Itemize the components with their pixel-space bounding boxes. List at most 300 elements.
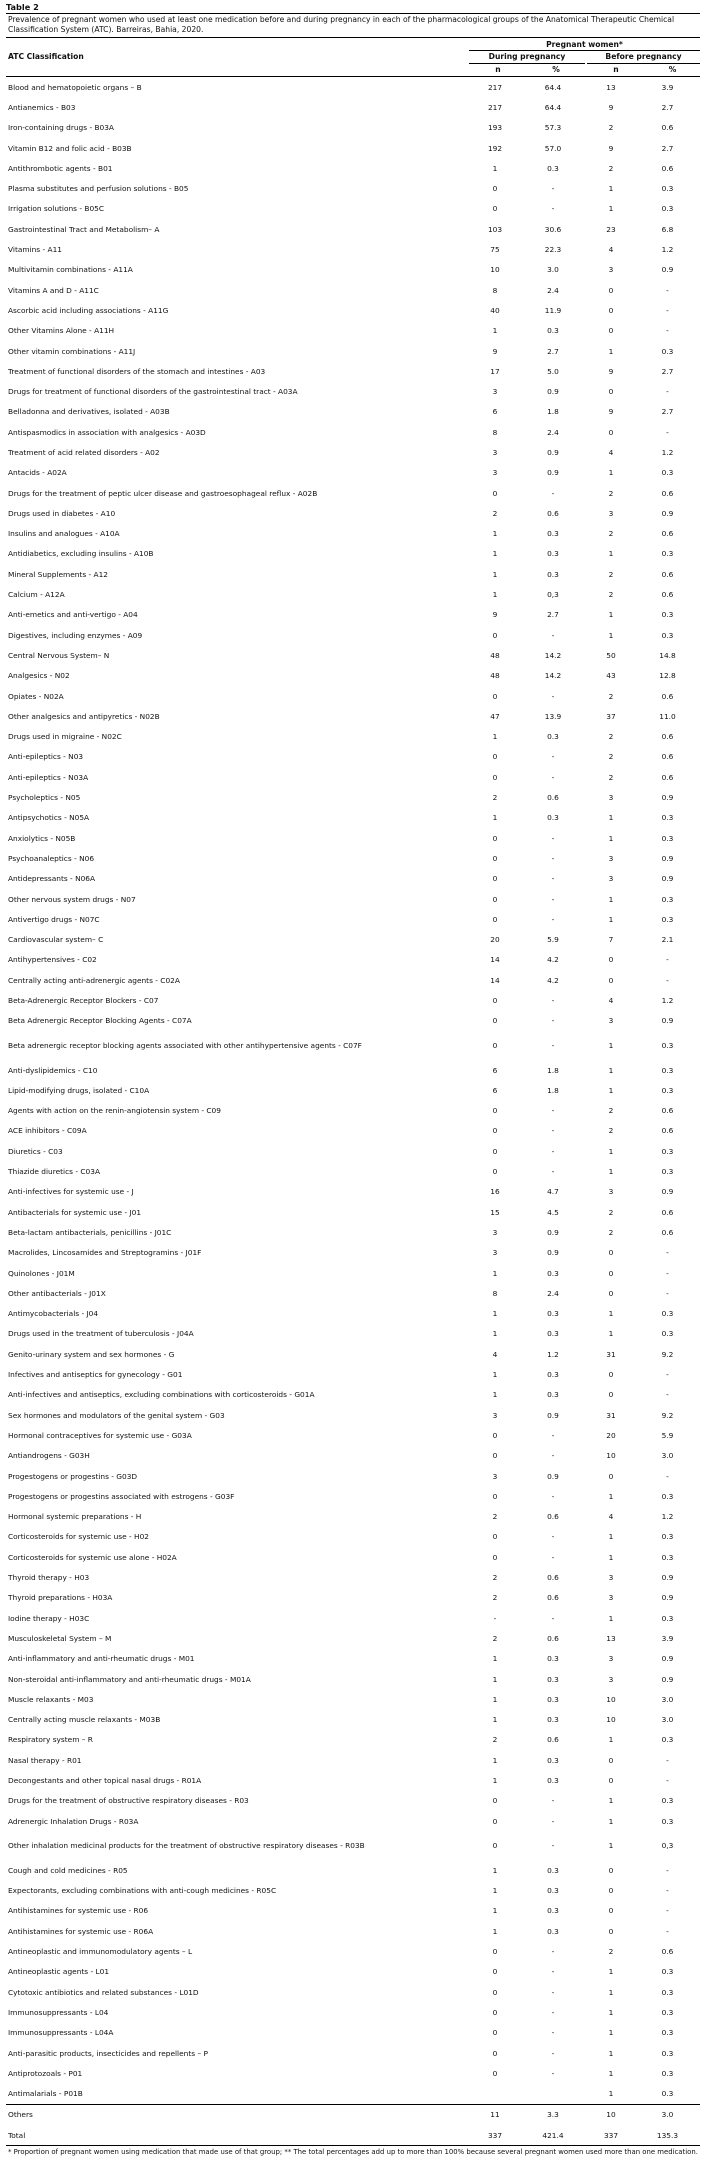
n-before-cell: 1 — [608, 346, 614, 356]
row-label: Gastrointestinal Tract and Metabolism– A — [8, 224, 160, 234]
table-row — [6, 1101, 700, 1121]
table-row — [6, 1831, 700, 1860]
table-row — [6, 808, 700, 828]
percent-before-cell: 1.2 — [661, 1512, 674, 1522]
n-before-cell: 1 — [608, 1532, 614, 1542]
row-label: Progestogens or progestins - G03D — [8, 1471, 138, 1481]
percent-before-cell: 0.3 — [661, 468, 674, 478]
n-before-cell: 1 — [608, 914, 614, 924]
percent-during-cell: 0.6 — [547, 1573, 559, 1583]
row-label: Thyroid therapy - H03 — [8, 1573, 90, 1583]
table-row — [6, 483, 700, 503]
table-row — [6, 97, 700, 117]
n-during-cell: 1 — [492, 732, 498, 742]
n-before-cell: 4 — [608, 996, 614, 1005]
table-row — [6, 1031, 700, 1060]
n-during-cell: 0 — [492, 2028, 498, 2038]
n-before-cell: 50 — [606, 650, 616, 660]
n-before-cell: 1 — [608, 1735, 614, 1745]
n-before-cell: 1 — [608, 1613, 614, 1623]
n-during-cell: 1 — [492, 1865, 498, 1875]
percent-during-cell: - — [551, 914, 555, 924]
n-during-cell: 0 — [492, 833, 498, 843]
n-before-cell: 2 — [608, 569, 614, 579]
row-label: Hormonal contraceptives for systemic use - G03A — [8, 1430, 192, 1440]
row-label: Antiprotozoals - P01 — [8, 2068, 83, 2078]
row-label: Antibacterials for systemic use - J01 — [8, 1207, 142, 1217]
table-row — [6, 1405, 700, 1425]
percent-during-cell: 2.4 — [547, 285, 559, 295]
n-during-cell: 1 — [492, 1268, 498, 1278]
table-row — [6, 1060, 700, 1080]
table-row — [6, 929, 700, 949]
percent-before-cell: 0.6 — [661, 752, 674, 762]
n-before-cell: 1 — [608, 1491, 614, 1501]
percent-before-cell: 0.6 — [661, 1126, 674, 1136]
table-row — [6, 1962, 700, 1982]
row-label: Mineral Supplements - A12 — [8, 569, 108, 579]
percent-during-cell: 0.3 — [547, 732, 559, 742]
n-during-cell: 0 — [492, 1491, 498, 1501]
table-row — [6, 544, 700, 564]
percent-during-cell: 0.3 — [547, 569, 559, 579]
percent-during-cell: - — [551, 1796, 555, 1806]
row-label: Immunosuppressants - L04A — [8, 2028, 114, 2038]
percent-before-cell: 0.6 — [661, 123, 674, 133]
n-before-cell: 0 — [608, 1268, 614, 1278]
n-during-cell: 0 — [492, 1126, 498, 1136]
table-row — [6, 239, 700, 259]
percent-during-cell: 4.2 — [547, 955, 559, 965]
percent-before-cell: - — [666, 1390, 669, 1400]
percent-during-cell: 0.3 — [547, 163, 559, 173]
n-before-cell: 0 — [608, 1906, 614, 1916]
n-during-cell: 0 — [492, 1040, 498, 1050]
n-before-cell: 2 — [608, 1126, 614, 1136]
table-body — [6, 77, 700, 2145]
row-label: Musculoskeletal System – M — [8, 1633, 112, 1643]
n-before-cell: 3 — [608, 508, 614, 518]
n-during-cell: 0 — [492, 1430, 498, 1440]
percent-during-cell: 0.3 — [547, 1654, 559, 1664]
percent-during-cell: 4.2 — [547, 975, 559, 985]
row-label: Antihistamines for systemic use - R06 — [8, 1906, 149, 1916]
row-label: Adrenergic Inhalation Drugs - R03A — [8, 1816, 139, 1826]
table-row — [6, 1811, 700, 1831]
percent-before-cell: 0.6 — [661, 772, 674, 782]
row-label: Anti-epileptics - N03A — [8, 772, 89, 782]
percent-during-cell: 0.3 — [547, 1865, 559, 1875]
percent-during-cell: - — [551, 1491, 555, 1501]
percent-before-cell: - — [666, 1886, 669, 1896]
table-row — [6, 2063, 700, 2083]
n-during-cell: 6 — [492, 407, 498, 417]
row-label: Plasma substitutes and perfusion solutions - B05 — [8, 184, 189, 194]
table-row — [6, 1283, 700, 1303]
row-label: Macrolides, Lincosamides and Streptogramins - J01F — [8, 1248, 202, 1258]
n-during-cell: 0 — [492, 996, 498, 1005]
n-during-cell: 6 — [492, 1065, 498, 1075]
row-label: Agents with action on the renin-angiotensin system - C09 — [8, 1106, 221, 1116]
table-row — [6, 2043, 700, 2063]
n-before-cell: 1 — [608, 184, 614, 194]
percent-before-cell: 0.9 — [661, 1593, 674, 1603]
header-before-pregnancy: Before pregnancy — [587, 51, 700, 64]
row-label: Nasal therapy - R01 — [8, 1755, 82, 1765]
percent-before-cell: 0.3 — [661, 184, 674, 194]
percent-during-cell: 0.9 — [547, 1410, 559, 1420]
percent-during-cell: 64.4 — [544, 82, 562, 92]
percent-during-cell: 1.8 — [547, 407, 559, 417]
percent-before-cell: 0.9 — [661, 793, 674, 803]
row-label: Others — [8, 2110, 33, 2120]
n-during-cell: 3 — [492, 447, 498, 457]
n-before-cell: 0 — [608, 1886, 614, 1896]
table-row — [6, 686, 700, 706]
n-before-cell: 0 — [608, 387, 614, 397]
row-label: Vitamins - A11 — [8, 245, 62, 255]
table-row — [6, 666, 700, 686]
table-row — [6, 787, 700, 807]
n-during-cell: 16 — [490, 1187, 500, 1197]
n-during-cell: 1 — [492, 1926, 498, 1936]
n-before-cell: 2 — [608, 1227, 614, 1237]
percent-during-cell: - — [551, 2068, 555, 2078]
row-label: Blood and hematopoietic organs – B — [8, 82, 142, 92]
table-row — [6, 199, 700, 219]
percent-before-cell: - — [666, 1906, 669, 1916]
n-during-cell: 1 — [492, 1886, 498, 1896]
percent-during-cell: 0.6 — [547, 1512, 559, 1522]
n-before-cell: 4 — [608, 447, 614, 457]
table-row — [6, 1649, 700, 1669]
percent-during-cell: 0.9 — [547, 387, 559, 397]
n-during-cell: 1 — [492, 590, 498, 600]
percent-before-cell: - — [666, 326, 669, 336]
percent-before-cell: 0.6 — [661, 691, 674, 701]
percent-before-cell: 0.6 — [661, 488, 674, 498]
table-row — [6, 1527, 700, 1547]
percent-during-cell: 0.9 — [547, 447, 559, 457]
row-label: Thiazide diuretics - C03A — [8, 1167, 101, 1177]
row-label: Belladonna and derivatives, isolated - A03B — [8, 407, 170, 417]
n-before-cell: 1 — [608, 1085, 614, 1095]
n-during-cell: 0 — [492, 204, 498, 214]
percent-during-cell: 14.2 — [544, 650, 562, 660]
n-during-cell: 0 — [492, 752, 498, 762]
n-during-cell: 11 — [490, 2110, 500, 2120]
n-during-cell: 1 — [492, 1906, 498, 1916]
row-label: Antispasmodics in association with analgesics - A03D — [8, 427, 206, 437]
row-label: Antidiabetics, excluding insulins - A10B — [8, 549, 154, 559]
row-label: Genito-urinary system and sex hormones - G — [8, 1349, 175, 1359]
n-before-cell: 1 — [608, 1309, 614, 1319]
row-label: Central Nervous System– N — [8, 650, 110, 660]
percent-before-cell: 0.6 — [661, 529, 674, 539]
row-label: Non-steroidal anti-inflammatory and anti-rheumatic drugs - M01A — [8, 1674, 251, 1684]
n-before-cell: 0 — [608, 305, 614, 315]
n-during-cell: 3 — [492, 1410, 498, 1420]
n-before-cell: 1 — [608, 468, 614, 478]
n-during-cell: 2 — [492, 1593, 498, 1603]
percent-during-cell: - — [551, 1613, 555, 1623]
row-label: Antimalarials - P01B — [8, 2089, 83, 2099]
percent-before-cell: 0.3 — [661, 2028, 674, 2038]
n-before-cell: 7 — [608, 935, 614, 945]
percent-before-cell: - — [666, 1248, 669, 1258]
n-before-cell: 0 — [608, 285, 614, 295]
percent-during-cell: 57.3 — [544, 123, 562, 133]
table-row — [6, 1770, 700, 1790]
percent-before-cell: 9.2 — [661, 1349, 674, 1359]
percent-during-cell: 2.4 — [547, 427, 559, 437]
n-before-cell: 0 — [608, 1926, 614, 1936]
n-before-cell: 1 — [608, 833, 614, 843]
row-label: Digestives, including enzymes - A09 — [8, 630, 143, 640]
table-row — [6, 1121, 700, 1141]
table-row — [6, 2084, 700, 2104]
n-during-cell: 103 — [487, 224, 503, 234]
percent-before-cell: 1.2 — [661, 245, 674, 255]
percent-before-cell: - — [666, 975, 669, 985]
table-row — [6, 1547, 700, 1567]
n-during-cell: 48 — [490, 650, 500, 660]
percent-during-cell: - — [551, 1167, 555, 1177]
percent-before-cell: 0.3 — [661, 1816, 674, 1826]
percent-before-cell: - — [666, 427, 669, 437]
n-before-cell: 1 — [608, 2068, 614, 2078]
table-row — [6, 1730, 700, 1750]
percent-during-cell: - — [551, 833, 555, 843]
n-during-cell: 3 — [492, 1227, 498, 1237]
table-row — [6, 889, 700, 909]
n-before-cell: 1 — [608, 1040, 614, 1050]
n-before-cell: 13 — [606, 1633, 616, 1643]
row-label: Thyroid preparations - H03A — [8, 1593, 113, 1603]
row-label: Anti-epileptics - N03 — [8, 752, 84, 762]
n-during-cell: 1 — [492, 1755, 498, 1765]
table-row — [6, 1243, 700, 1263]
n-before-cell: 2 — [608, 529, 614, 539]
percent-during-cell: - — [551, 1967, 555, 1977]
table-row — [6, 706, 700, 726]
row-label: Centrally acting muscle relaxants - M03B — [8, 1715, 161, 1725]
table-row — [6, 1669, 700, 1689]
percent-before-cell: - — [666, 1775, 669, 1785]
row-label: Treatment of functional disorders of the stomach and intestines - A03 — [8, 366, 266, 376]
table-row — [6, 848, 700, 868]
table-row — [6, 584, 700, 604]
table-row — [6, 1901, 700, 1921]
row-label: Insulins and analogues - A10A — [8, 529, 120, 539]
n-before-cell: 1 — [608, 1841, 614, 1851]
percent-during-cell: 0.9 — [547, 1248, 559, 1258]
table-row — [6, 1881, 700, 1901]
n-before-cell: 1 — [608, 1967, 614, 1977]
n-during-cell: 1 — [492, 569, 498, 579]
table-row — [6, 1567, 700, 1587]
percent-during-cell: 14.2 — [544, 671, 562, 681]
row-label: Antineoplastic and immunomodulatory agents – L — [8, 1947, 193, 1957]
percent-before-cell: 3.0 — [661, 2110, 674, 2120]
percent-during-cell: 0.3 — [547, 1370, 559, 1380]
header-percent-before: % — [668, 65, 677, 74]
n-during-cell: 15 — [490, 1207, 500, 1217]
percent-before-cell: - — [666, 1268, 669, 1278]
header-atc-classification: ATC Classification — [8, 52, 84, 61]
n-before-cell: 3 — [608, 793, 614, 803]
percent-during-cell: 0.9 — [547, 1227, 559, 1237]
n-during-cell: 48 — [490, 671, 500, 681]
table-row — [6, 909, 700, 929]
n-before-cell: 0 — [608, 975, 614, 985]
table-row — [6, 1921, 700, 1941]
n-before-cell: 2 — [608, 488, 614, 498]
table-row — [6, 1689, 700, 1709]
n-before-cell: 0 — [608, 326, 614, 336]
n-during-cell: 0 — [492, 1816, 498, 1826]
table-row — [6, 1263, 700, 1283]
table-row — [6, 1486, 700, 1506]
n-during-cell: 217 — [487, 102, 503, 112]
percent-before-cell: 0.3 — [661, 1552, 674, 1562]
row-label: Psychoanaleptics - N06 — [8, 853, 95, 863]
table-row — [6, 970, 700, 990]
n-during-cell: 0 — [492, 1841, 498, 1851]
n-before-cell: 1 — [608, 204, 614, 214]
percent-before-cell: 0.3 — [661, 1987, 674, 1997]
table-row — [6, 1161, 700, 1181]
table-row — [6, 1425, 700, 1445]
n-during-cell: 8 — [492, 1288, 498, 1298]
percent-during-cell: 0.3 — [547, 1755, 559, 1765]
n-during-cell: 14 — [490, 955, 500, 965]
percent-before-cell: 0.3 — [661, 2068, 674, 2078]
n-during-cell: 75 — [490, 245, 500, 255]
percent-during-cell: - — [551, 772, 555, 782]
n-during-cell: 1 — [492, 529, 498, 539]
percent-before-cell: 2.7 — [661, 143, 674, 153]
n-during-cell: 0 — [492, 1987, 498, 1997]
table-row — [6, 524, 700, 544]
table-row — [6, 341, 700, 361]
row-label: Beta-Adrenergic Receptor Blockers - C07 — [8, 996, 159, 1005]
percent-during-cell: - — [551, 894, 555, 904]
table-row — [6, 1791, 700, 1811]
table-row — [6, 280, 700, 300]
n-before-cell: 31 — [606, 1349, 616, 1359]
n-before-cell: 9 — [608, 143, 614, 153]
percent-during-cell: - — [551, 1987, 555, 1997]
n-before-cell: 3 — [608, 1016, 614, 1026]
n-during-cell: 0 — [492, 772, 498, 782]
percent-during-cell: 0.3 — [547, 813, 559, 823]
n-during-cell: 0 — [492, 1967, 498, 1977]
table-row — [6, 625, 700, 645]
percent-during-cell: - — [551, 1040, 555, 1050]
table-row — [6, 118, 700, 138]
percent-before-cell: 0.6 — [661, 163, 674, 173]
n-during-cell: 40 — [490, 305, 500, 315]
table-caption: Prevalence of pregnant women who used at least one medication before and during pregnancy in each of the pharmacological groups of the Anatomical Therapeutic Chemical Classification System (ATC). Barreiras, Bahia, 2020. — [6, 13, 700, 37]
n-before-cell: 3 — [608, 1593, 614, 1603]
percent-during-cell: 3.0 — [547, 265, 559, 275]
percent-before-cell: 2.1 — [661, 935, 674, 945]
percent-before-cell: 135.3 — [656, 2130, 679, 2140]
row-label: Hormonal systemic preparations - H — [8, 1512, 142, 1522]
percent-before-cell: 0.9 — [661, 265, 674, 275]
n-during-cell: 0 — [492, 630, 498, 640]
row-label: Cytotoxic antibiotics and related substances - L01D — [8, 1987, 199, 1997]
row-label: Antineoplastic agents - L01 — [8, 1967, 110, 1977]
n-before-cell: 20 — [606, 1430, 616, 1440]
percent-before-cell: - — [666, 387, 669, 397]
percent-during-cell: 0.3 — [547, 1268, 559, 1278]
percent-before-cell: 0.6 — [661, 732, 674, 742]
percent-during-cell: 0.3 — [547, 1329, 559, 1339]
row-label: Corticosteroids for systemic use - H02 — [8, 1532, 149, 1542]
n-before-cell: 0 — [608, 1248, 614, 1258]
table-row — [6, 1466, 700, 1486]
n-before-cell: 4 — [608, 245, 614, 255]
percent-during-cell: 0.6 — [547, 508, 559, 518]
percent-before-cell: 0.3 — [661, 2048, 674, 2058]
percent-during-cell: - — [551, 1451, 555, 1461]
table-row — [6, 1608, 700, 1628]
percent-during-cell: - — [551, 1841, 555, 1851]
percent-before-cell: 2.7 — [661, 407, 674, 417]
table-row — [6, 950, 700, 970]
n-before-cell: 3 — [608, 1674, 614, 1684]
n-during-cell: 8 — [492, 285, 498, 295]
table-row — [6, 1182, 700, 1202]
percent-before-cell: - — [666, 1370, 669, 1380]
n-during-cell: 2 — [492, 1735, 498, 1745]
row-label: Anti-infectives and antiseptics, excluding combinations with corticosteroids - G01A — [8, 1390, 315, 1400]
n-before-cell: 1 — [608, 549, 614, 559]
percent-during-cell: 1.8 — [547, 1065, 559, 1075]
percent-before-cell: 0.3 — [661, 1491, 674, 1501]
n-before-cell: 3 — [608, 874, 614, 884]
percent-before-cell: 9.2 — [661, 1410, 674, 1420]
percent-before-cell: 1.2 — [661, 996, 674, 1005]
percent-during-cell: 1.2 — [547, 1349, 559, 1359]
row-label: Multivitamin combinations - A11A — [8, 265, 133, 275]
table-row — [6, 422, 700, 442]
row-label: Iron-containing drugs - B03A — [8, 123, 114, 133]
percent-before-cell: 12.8 — [659, 671, 676, 681]
n-during-cell: 0 — [492, 894, 498, 904]
n-during-cell: 0 — [492, 1552, 498, 1562]
n-during-cell: 3 — [492, 1248, 498, 1258]
row-label: Drugs used in migraine - N02C — [8, 732, 122, 742]
percent-before-cell: - — [666, 1471, 669, 1481]
n-before-cell: 1 — [608, 630, 614, 640]
n-during-cell: 1 — [492, 1694, 498, 1704]
n-before-cell: 0 — [608, 1390, 614, 1400]
table-row — [6, 727, 700, 747]
percent-during-cell: 4.5 — [547, 1207, 559, 1217]
row-label: Anti-parasitic products, insecticides and repellents – P — [8, 2048, 208, 2058]
row-label: Other antibacterials - J01X — [8, 1288, 106, 1298]
percent-before-cell: 3.9 — [661, 1633, 674, 1643]
row-label: Antihistamines for systemic use - R06A — [8, 1926, 154, 1936]
percent-before-cell: 0.3 — [661, 1735, 674, 1745]
header-n-before: n — [613, 65, 619, 74]
row-label: Other inhalation medicinal products for the treatment of obstructive respiratory diseases - R03B — [8, 1841, 365, 1851]
percent-during-cell: 30.6 — [544, 224, 562, 234]
table-row — [6, 1588, 700, 1608]
